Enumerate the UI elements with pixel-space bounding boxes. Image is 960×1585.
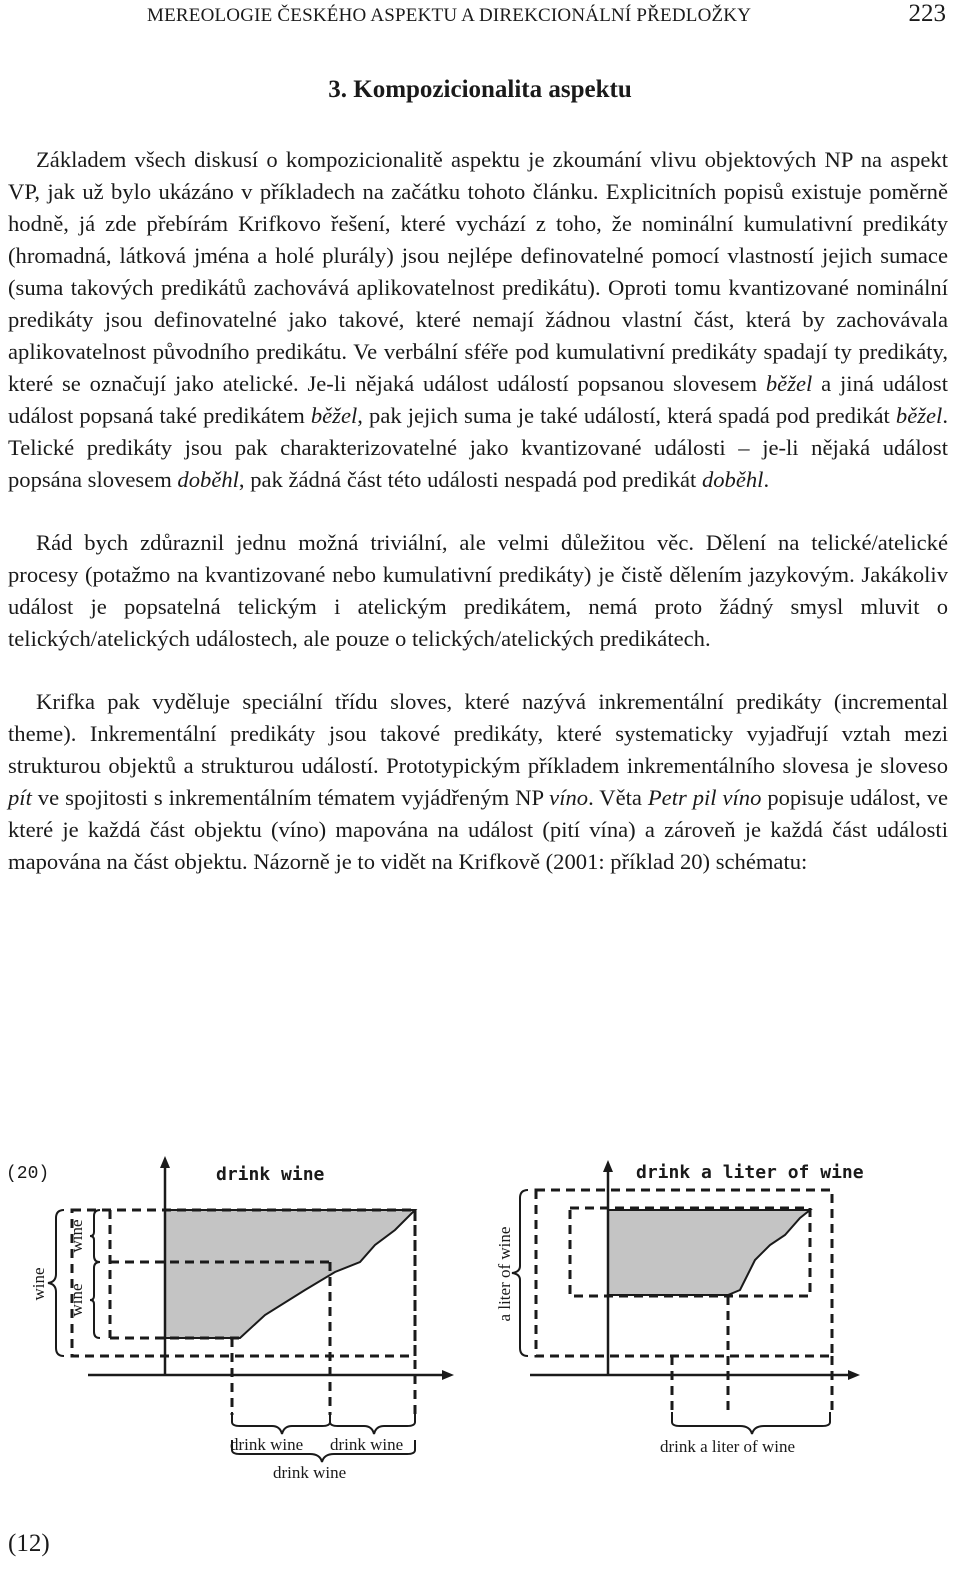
left-title: drink wine xyxy=(216,1164,325,1185)
text-run: . xyxy=(763,467,770,492)
left-bracket-label-total: drink wine xyxy=(273,1463,347,1482)
figure-krifka-schema xyxy=(0,1150,960,1495)
figure-example-label: (20) xyxy=(6,1164,50,1184)
figure-svg xyxy=(0,1150,960,1495)
right-bracket xyxy=(672,1412,830,1434)
left-diagram xyxy=(29,1156,454,1482)
left-shaded-region xyxy=(165,1210,415,1338)
left-y-brace xyxy=(48,1210,64,1356)
paragraph xyxy=(8,686,948,878)
left-bracket-label-2: drink wine xyxy=(330,1435,404,1454)
italic-term: běžel xyxy=(895,403,943,428)
italic-term: doběhl xyxy=(701,467,764,492)
text-run: Základem všech diskusí o kompozicionalitě aspektu je zkoumání vlivu objektových NP na aspekt VP, jak už bylo ukázáno v příkladech na začátku tohoto článku. Explicitních popisů existuje poměrně hodně, já zde přebírám Krifkovo řešení, které vychází z toho, že nominální kumulativní predikáty (hromadná, látková jména a holé plurály) jsou nejlépe definovatelné pomocí vlastností jejich sumace (suma takových predikátů zachovává aplikovatelnost predikátu). Oproti tomu kvantizované nominální predikáty jsou definovatelné jako takové, které nemají žádnou vlastní část, která by zachovávala aplikovatelnost původního predikátu. Ve verbální sféře pod kumulativní predikáty spadají ty predikáty, které se označují jako atelické. Je-li nějaká událost událostí popsanou slovesem xyxy=(8,147,948,396)
italic-term: běžel xyxy=(765,371,813,396)
left-y-arrow xyxy=(160,1156,170,1168)
left-y-label-bottom: wine xyxy=(67,1283,86,1317)
left-y-label-outer: wine xyxy=(29,1267,48,1301)
section-title: 3. Kompozicionalita aspektu xyxy=(328,76,632,103)
text-run: a jiná událost událost popsaná také predikátem xyxy=(8,371,949,428)
body-text xyxy=(8,144,948,878)
text-run: , pak žádná část této události nespadá pod predikát xyxy=(238,467,702,492)
italic-term: doběhl xyxy=(177,467,239,492)
right-y-brace xyxy=(512,1190,528,1356)
italic-term: Petr pil víno xyxy=(647,785,762,810)
paragraph xyxy=(8,527,948,655)
right-y-label: a liter of wine xyxy=(495,1226,514,1322)
left-bracket-2 xyxy=(330,1412,415,1434)
text-run: . Věta xyxy=(588,785,648,810)
left-y-label-top: wine xyxy=(67,1219,86,1253)
right-x-arrow xyxy=(848,1370,860,1380)
right-y-arrow xyxy=(603,1160,613,1172)
right-bracket-label: drink a liter of wine xyxy=(660,1437,796,1456)
page-number: 223 xyxy=(908,0,946,27)
example-number: (12) xyxy=(8,1530,50,1557)
italic-term: pít xyxy=(8,785,32,810)
paragraph xyxy=(8,144,948,496)
right-title: drink a liter of wine xyxy=(636,1162,864,1183)
text-run: Rád bych zdůraznil jednu možná triviální, ale velmi důležitou věc. Dělení na telické/atelické procesy (potažmo na kvantizované nebo kumulativní predikáty) je čistě dělením jazykovým. Jakákoliv událost je popsatelná telickým i atelickým predikátem, nemá proto žádný smysl mluvit o telických/atelických událostech, ale pouze o telických/atelických predikátech. xyxy=(8,530,948,651)
running-head: MEREOLOGIE ČESKÉHO ASPEKTU A DIREKCIONÁLNÍ PŘEDLOŽKY xyxy=(147,5,752,26)
text-run: popisuje událost, ve které je každá část objektu (víno) mapována na událost (pití vína) a zároveň je každá část události mapována na část objektu. Názorně je to vidět na Krifkově (2001: příklad 20) schématu: xyxy=(8,785,949,874)
italic-term: běžel xyxy=(310,403,358,428)
text-run: ve spojitosti s inkrementálním tématem vyjádřeným NP xyxy=(31,785,550,810)
text-run: , pak jejich suma je také událostí, která spadá pod predikát xyxy=(357,403,896,428)
right-diagram xyxy=(495,1160,864,1456)
left-x-arrow xyxy=(442,1370,454,1380)
left-bracket-label-1: drink wine xyxy=(230,1435,304,1454)
left-y-brace-bottom xyxy=(90,1262,100,1338)
italic-term: víno xyxy=(549,785,589,810)
text-run: . Telické predikáty jsou pak charakterizovatelné jako kvantizované události – je-li nějaká událost popsána slovesem xyxy=(8,403,948,492)
left-y-brace-top xyxy=(90,1210,100,1262)
left-bracket-1 xyxy=(232,1412,330,1434)
text-run: Krifka pak vyděluje speciální třídu sloves, které nazývá inkrementální predikáty (incremental theme). Inkrementální predikáty jsou takové predikáty, které systematicky vyjadřují vztah mezi strukturou objektů a strukturou událostí. Prototypickým příkladem inkrementálního slovesa je sloveso xyxy=(8,689,948,778)
right-shaded-region xyxy=(608,1210,810,1295)
